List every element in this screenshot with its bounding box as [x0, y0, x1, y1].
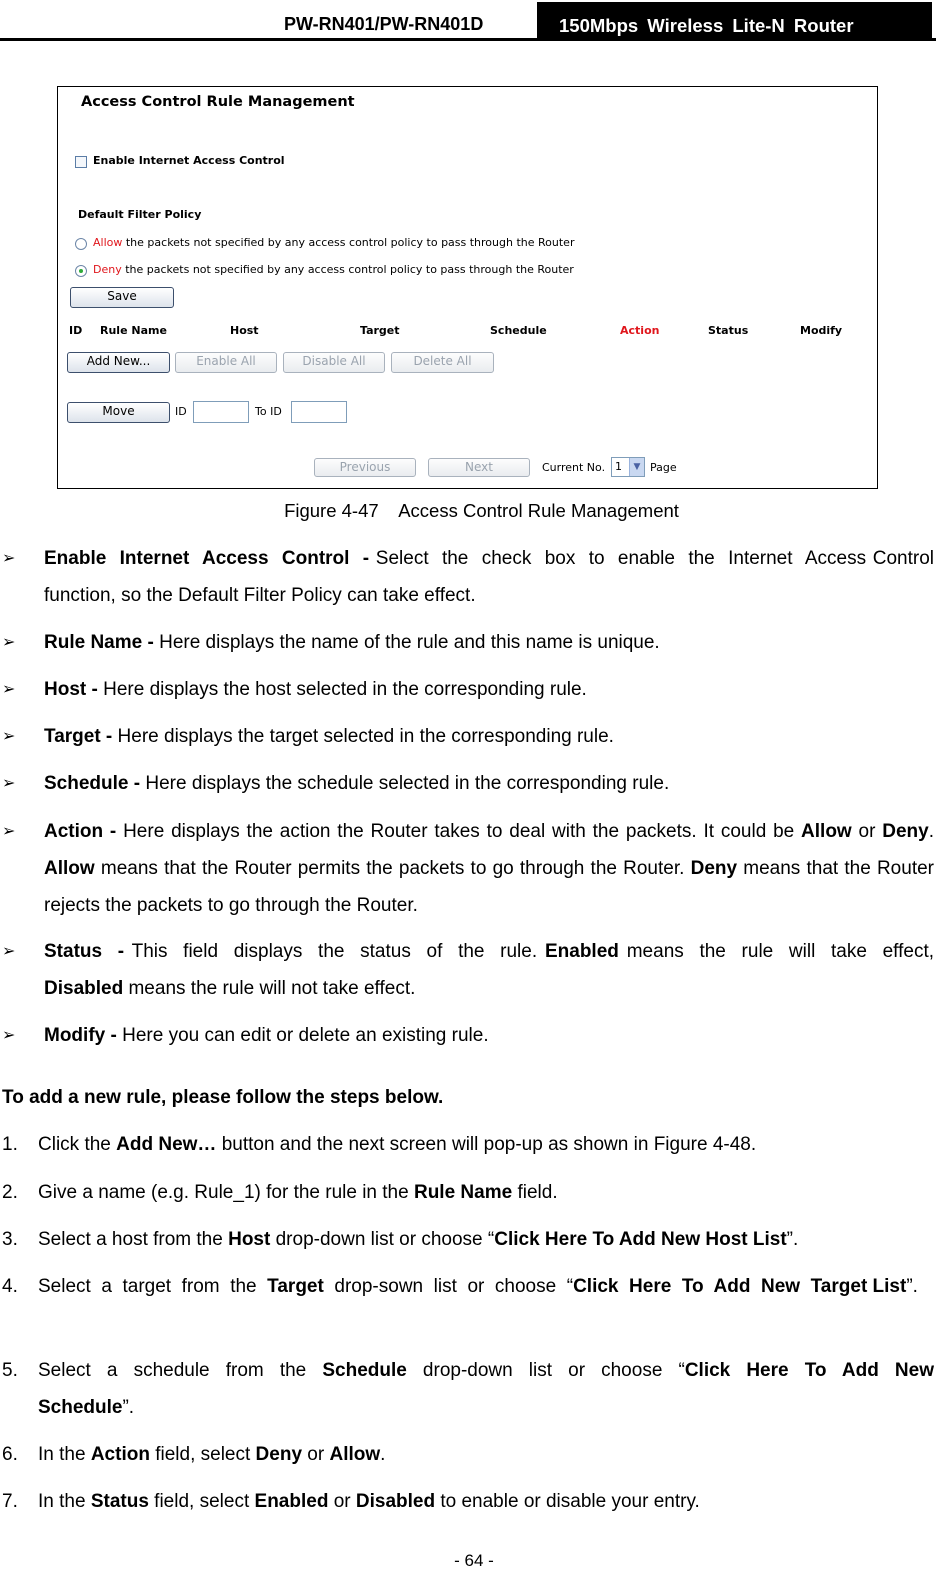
page-number: - 64 -: [454, 1551, 494, 1570]
arrow-bullet-icon: ➢: [2, 728, 16, 745]
move-to-id-input[interactable]: [291, 401, 347, 423]
next-button[interactable]: Next: [428, 458, 530, 477]
step-2: 2. Give a name (e.g. Rule_1) for the rule in the Rule Name field.: [2, 1182, 558, 1203]
current-no-label: Current No.: [542, 461, 606, 474]
deny-policy-radio[interactable]: [75, 265, 87, 277]
header-product: 150Mbps Wireless Lite-N Router: [537, 2, 932, 41]
page-header: [0, 0, 948, 44]
enable-all-button[interactable]: Enable All: [175, 352, 277, 373]
arrow-bullet-icon: ➢: [2, 943, 16, 960]
previous-button[interactable]: Previous: [314, 458, 416, 477]
figure-caption: Figure 4-47 Access Control Rule Management: [284, 500, 679, 521]
to-id-label: To ID: [255, 405, 282, 418]
enable-access-control-label: Enable Internet Access Control: [93, 154, 285, 167]
step-6: 6. In the Action field, select Deny or Allow.: [2, 1444, 386, 1465]
page-select[interactable]: [611, 457, 645, 477]
column-status: Status: [708, 324, 749, 337]
arrow-bullet-icon: ➢: [2, 550, 16, 567]
step-5: 5. Select a schedule from the Schedule drop-down list or choose “Click Here To Add New Schedule”.: [2, 1360, 940, 1418]
header-model: PW-RN401/PW-RN401D: [284, 14, 484, 34]
arrow-bullet-icon: ➢: [2, 681, 16, 698]
arrow-bullet-icon: ➢: [2, 634, 16, 651]
column-target: Target: [360, 324, 400, 337]
step-1: 1. Click the Add New… button and the next screen will pop-up as shown in Figure 4-48.: [2, 1134, 757, 1155]
bullet-enable: ➢ Enable Internet Access Control - Select the check box to enable the Internet Access Control function, so the Default Filter Policy can take effect.: [0, 540, 934, 614]
save-button[interactable]: Save: [70, 287, 174, 308]
move-id-input[interactable]: [193, 401, 249, 423]
allow-policy-label: Allow the packets not specified by any access control policy to pass through the Router: [93, 236, 575, 249]
default-policy-label: Default Filter Policy: [78, 208, 202, 221]
chevron-down-icon[interactable]: ▼: [629, 458, 644, 476]
column-rule-name: Rule Name: [100, 324, 167, 337]
column-modify: Modify: [800, 324, 843, 337]
column-action: Action: [620, 324, 660, 337]
bullet-target: ➢ Target - Here displays the target selected in the corresponding rule.: [0, 718, 934, 755]
enable-access-control-checkbox[interactable]: [75, 156, 87, 168]
bullet-action: ➢ Action - Here displays the action the Router takes to deal with the packets. It could be Allow or Deny. Allow means that the Router permits the packets to go through the Router. Deny means that the Router rejects the packets to go through the Router.: [0, 813, 934, 924]
step-3: 3. Select a host from the Host drop-down list or choose “Click Here To Add New Host List”.: [2, 1229, 799, 1250]
deny-policy-label: Deny the packets not specified by any access control policy to pass through the Router: [93, 263, 574, 276]
column-host: Host: [230, 324, 259, 337]
arrow-bullet-icon: ➢: [2, 823, 16, 840]
column-id: ID: [69, 324, 83, 337]
page-label: Page: [650, 461, 677, 474]
step-7: 7. In the Status field, select Enabled or Disabled to enable or disable your entry.: [2, 1491, 700, 1512]
bullet-status: ➢ Status - This field displays the status of the rule. Enabled means the rule will take effect, Disabled means the rule will not take effect.: [0, 933, 934, 1007]
arrow-bullet-icon: ➢: [2, 775, 16, 792]
id-label: ID: [175, 405, 187, 418]
delete-all-button[interactable]: Delete All: [391, 352, 494, 373]
allow-policy-radio[interactable]: [75, 238, 87, 250]
move-button[interactable]: Move: [67, 402, 170, 423]
steps-heading: To add a new rule, please follow the steps below.: [2, 1087, 444, 1108]
arrow-bullet-icon: ➢: [2, 1027, 16, 1044]
header-rule: [0, 38, 936, 41]
bullet-modify: ➢ Modify - Here you can edit or delete an existing rule.: [0, 1017, 934, 1054]
disable-all-button[interactable]: Disable All: [283, 352, 385, 373]
screenshot-title: Access Control Rule Management: [81, 94, 355, 110]
step-4: 4. Select a target from the Target drop-sown list or choose “Click Here To Add New Target List”.: [2, 1276, 918, 1297]
bullet-rule-name: ➢ Rule Name - Here displays the name of the rule and this name is unique.: [0, 624, 934, 661]
add-new-button[interactable]: Add New...: [67, 352, 170, 373]
page-select-value: 1: [615, 460, 622, 473]
bullet-schedule: ➢ Schedule - Here displays the schedule selected in the corresponding rule.: [0, 765, 934, 802]
column-schedule: Schedule: [490, 324, 547, 337]
access-control-screenshot: [57, 86, 878, 489]
bullet-host: ➢ Host - Here displays the host selected in the corresponding rule.: [0, 671, 934, 708]
